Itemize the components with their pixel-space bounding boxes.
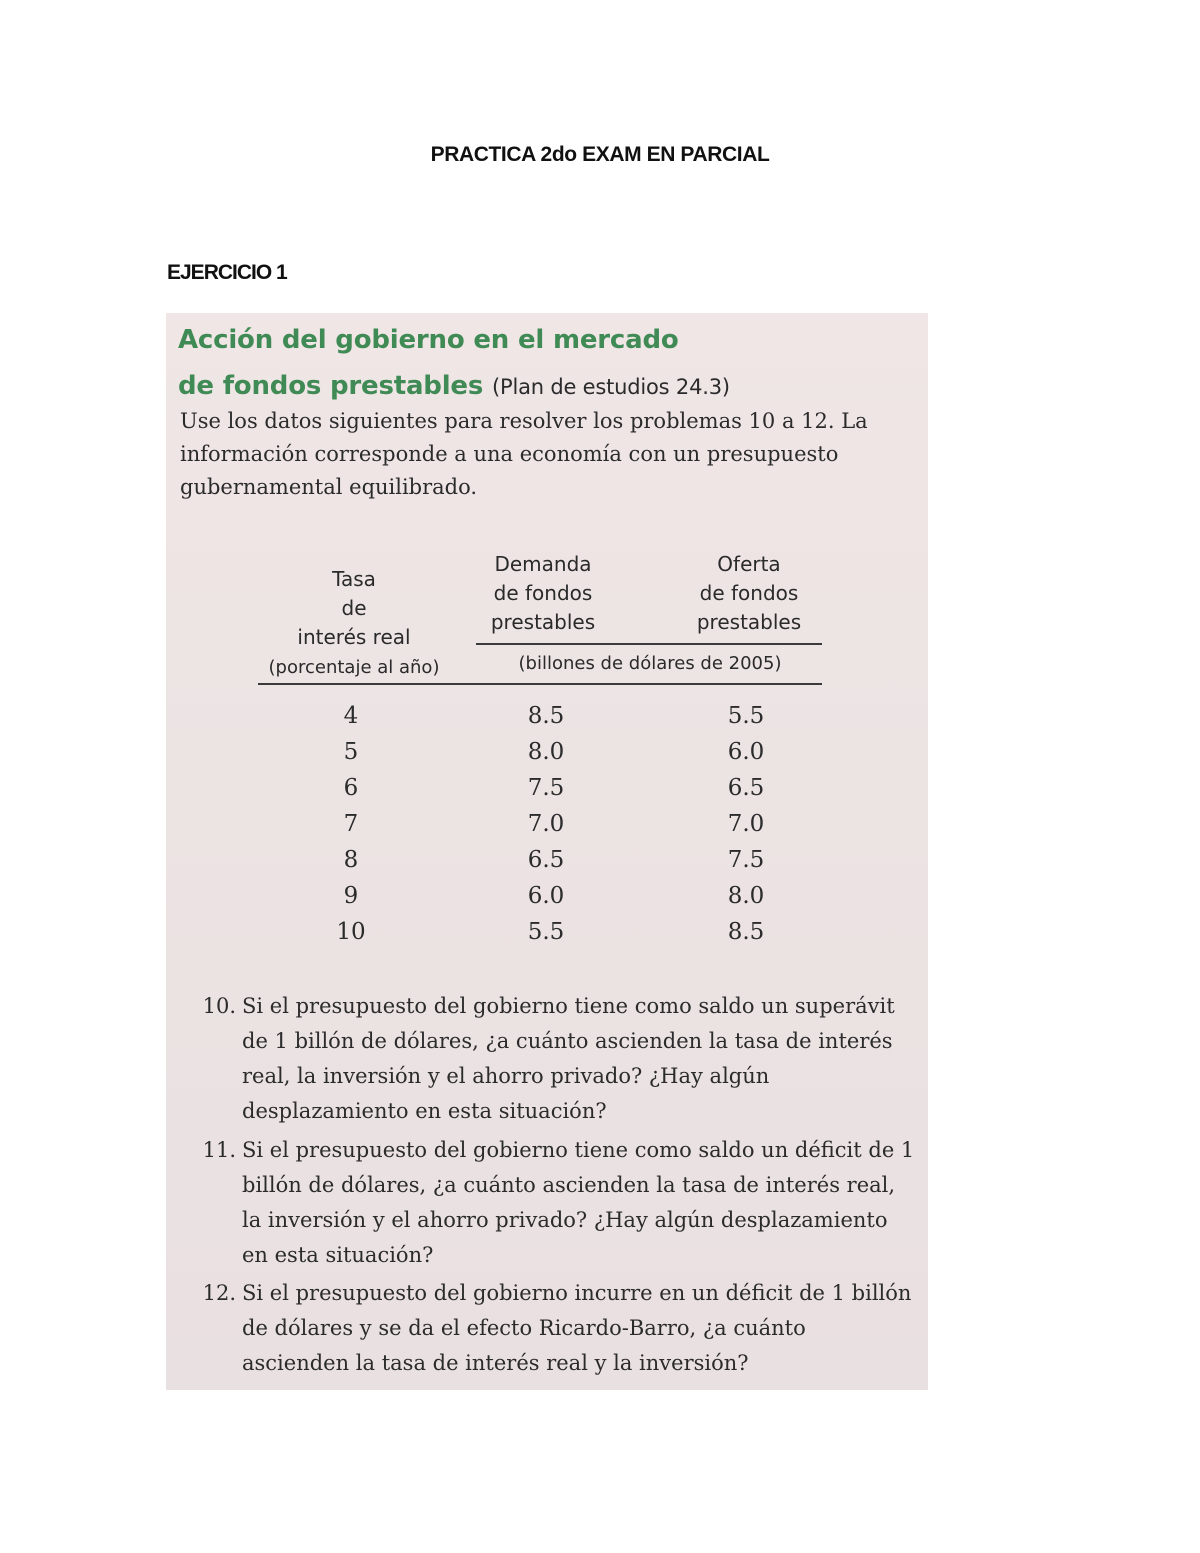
question-text: Si el presupuesto del gobierno tiene como saldo un superávit de 1 billón de dólares, ¿a cuánto ascienden la tasa de interés real, la inversión y el ahorro privado? ¿Hay algún desplazamiento en esta situación? <box>242 994 895 1123</box>
cell-rate: 8 <box>343 847 359 873</box>
cell-supply: 6.5 <box>727 775 765 801</box>
textbook-photo <box>166 313 928 1390</box>
column-header-supply-line1: Oferta <box>717 552 781 576</box>
column-header-units: (billones de dólares de 2005) <box>518 653 782 674</box>
column-header-demand <box>468 550 618 637</box>
cell-rate: 9 <box>343 883 359 909</box>
page-title: PRACTICA 2do EXAM EN PARCIAL <box>430 143 770 166</box>
table-row <box>166 770 928 806</box>
question-10 <box>186 989 916 1129</box>
cell-supply: 6.0 <box>727 739 765 765</box>
cell-demand: 7.0 <box>527 811 565 837</box>
column-header-demand-line3: prestables <box>490 610 596 634</box>
cell-demand: 8.5 <box>527 703 565 729</box>
column-header-supply-line2: de fondos <box>699 581 799 605</box>
table-row <box>166 842 928 878</box>
table-header-rule <box>258 683 822 685</box>
cell-supply: 7.0 <box>727 811 765 837</box>
question-11 <box>186 1133 916 1273</box>
cell-rate: 6 <box>343 775 359 801</box>
column-header-supply <box>674 550 824 637</box>
column-header-supply-line3: prestables <box>696 610 802 634</box>
cell-supply: 8.5 <box>727 919 765 945</box>
header-divider <box>476 643 822 645</box>
column-header-rate-line2: de <box>341 596 367 620</box>
question-text: Si el presupuesto del gobierno tiene como saldo un déficit de 1 billón de dólares, ¿a cuánto ascienden la tasa de interés real, la inversión y el ahorro privado? ¿Hay algún desplazamiento en esta situación? <box>242 1138 915 1267</box>
table-row <box>166 878 928 914</box>
table-row <box>166 698 928 734</box>
table-row <box>166 806 928 842</box>
question-number: 10. <box>202 994 236 1018</box>
column-header-rate <box>254 565 454 652</box>
cell-demand: 7.5 <box>527 775 565 801</box>
cell-supply: 8.0 <box>727 883 765 909</box>
cell-demand: 6.5 <box>527 847 565 873</box>
table-row <box>166 734 928 770</box>
cell-rate: 4 <box>343 703 359 729</box>
section-title <box>178 317 730 410</box>
question-text: Si el presupuesto del gobierno incurre en un déficit de 1 billón de dólares y se da el efecto Ricardo-Barro, ¿a cuánto ascienden la tasa de interés real y la inversión? <box>242 1281 912 1375</box>
exercise-label: EJERCICIO 1 <box>167 261 287 284</box>
section-title-line1: Acción del gobierno en el mercado <box>178 325 679 355</box>
column-header-rate-unit: (porcentaje al año) <box>268 657 440 678</box>
column-header-demand-line1: Demanda <box>494 552 592 576</box>
cell-demand: 8.0 <box>527 739 565 765</box>
column-header-demand-line2: de fondos <box>493 581 593 605</box>
cell-supply: 7.5 <box>727 847 765 873</box>
cell-supply: 5.5 <box>727 703 765 729</box>
section-title-line2 <box>178 363 730 410</box>
cell-demand: 5.5 <box>527 919 565 945</box>
column-header-rate-line1: Tasa <box>332 567 376 591</box>
cell-rate: 10 <box>336 919 366 945</box>
question-12 <box>186 1276 916 1381</box>
column-header-rate-line3: interés real <box>297 625 411 649</box>
cell-demand: 6.0 <box>527 883 565 909</box>
table-row <box>166 914 928 950</box>
question-number: 11. <box>202 1138 236 1162</box>
question-number: 12. <box>202 1281 236 1305</box>
study-plan-ref: (Plan de estudios 24.3) <box>492 375 730 399</box>
cell-rate: 5 <box>343 739 359 765</box>
cell-rate: 7 <box>343 811 359 837</box>
section-title-line2-text: de fondos prestables <box>178 371 484 401</box>
intro-paragraph: Use los datos siguientes para resolver los problemas 10 a 12. La información corresponde a una economía con un presupuesto gubernamental equilibrado. <box>180 409 868 499</box>
